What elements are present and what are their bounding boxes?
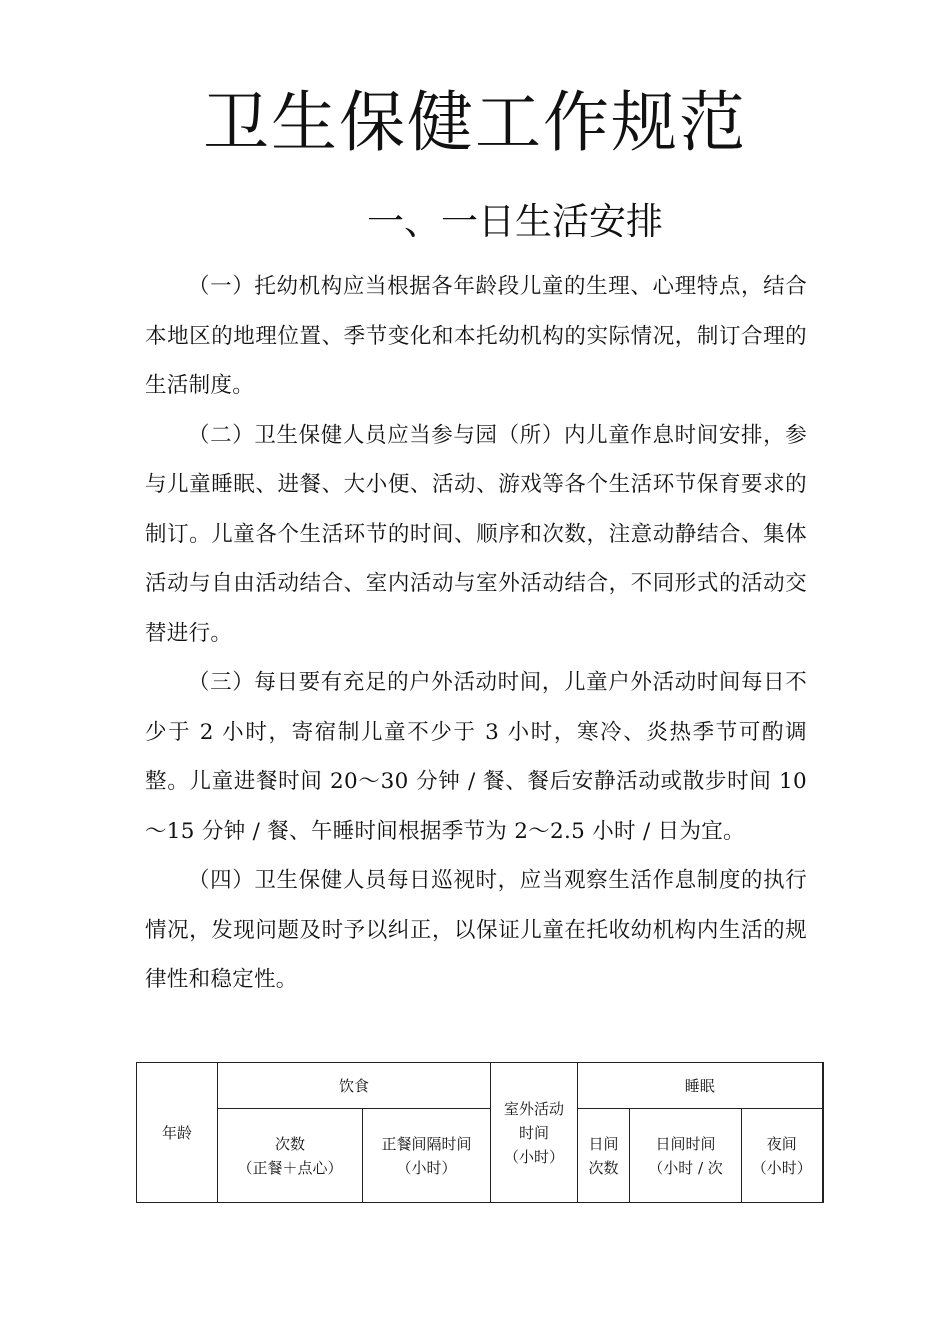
outdoor-time-header	[491, 1063, 578, 1203]
day-nap-time-header	[630, 1109, 742, 1203]
outdoor-line-2: 时间	[519, 1123, 550, 1142]
diet-header: 饮食	[218, 1063, 491, 1109]
outdoor-line-3: （小时）	[504, 1147, 565, 1166]
meals-count-line-1: 次数	[274, 1134, 305, 1153]
body-text	[145, 262, 807, 1005]
meals-count-header	[218, 1109, 363, 1203]
age-header: 年龄	[137, 1063, 218, 1203]
paragraph-4: （四）卫生保健人员每日巡视时，应当观察生活作息制度的执行情况，发现问题及时予以纠正，以保证儿童在托收幼机构内生活的规律性和稳定性。	[145, 868, 807, 992]
night-sleep-line-1: 夜间	[766, 1134, 797, 1153]
day-nap-count-line-2: 次数	[588, 1158, 619, 1177]
schedule-table	[136, 1062, 824, 1203]
day-nap-time-line-2: （小时 / 次	[648, 1158, 723, 1177]
paragraph-2: （二）卫生保健人员应当参与园（所）内儿童作息时间安排，参与儿童睡眠、进餐、大小便、活动、游戏等各个生活环节保育要求的制订。儿童各个生活环节的时间、顺序和次数，注意动静结合、集体活动与自由活动结合、室内活动与室外活动结合，不同形式的活动交替进行。	[145, 422, 807, 646]
paragraph-1: （一）托幼机构应当根据各年龄段儿童的生理、心理特点，结合本地区的地理位置、季节变化和本托幼机构的实际情况，制订合理的生活制度。	[145, 274, 807, 398]
outdoor-line-1: 室外活动	[504, 1099, 565, 1118]
day-nap-count-header	[578, 1109, 630, 1203]
meal-interval-line-1: 正餐间隔时间	[381, 1134, 472, 1153]
meals-count-line-2: （正餐＋点心）	[237, 1158, 343, 1177]
page-title: 卫生保健工作规范	[203, 84, 747, 161]
night-sleep-header	[742, 1109, 823, 1203]
meal-interval-line-2: （小时）	[396, 1158, 457, 1177]
meal-interval-header	[363, 1109, 491, 1203]
paragraph-3: （三）每日要有充足的户外活动时间，儿童户外活动时间每日不少于 2 小时，寄宿制儿童不少于 3 小时，寒冷、炎热季节可酌调整。儿童进餐时间 20～30 分钟 / 餐、餐后安静活动或散步时间 10～15 分钟 / 餐、午睡时间根据季节为 2～2.5 小时 / 日为宜。	[145, 670, 807, 844]
day-nap-time-line-1: 日间时间	[655, 1134, 716, 1153]
day-nap-count-line-1: 日间	[588, 1134, 619, 1153]
night-sleep-line-2: （小时）	[751, 1158, 812, 1177]
section-heading: 一、一日生活安排	[367, 200, 663, 243]
sleep-header: 睡眠	[578, 1063, 823, 1109]
